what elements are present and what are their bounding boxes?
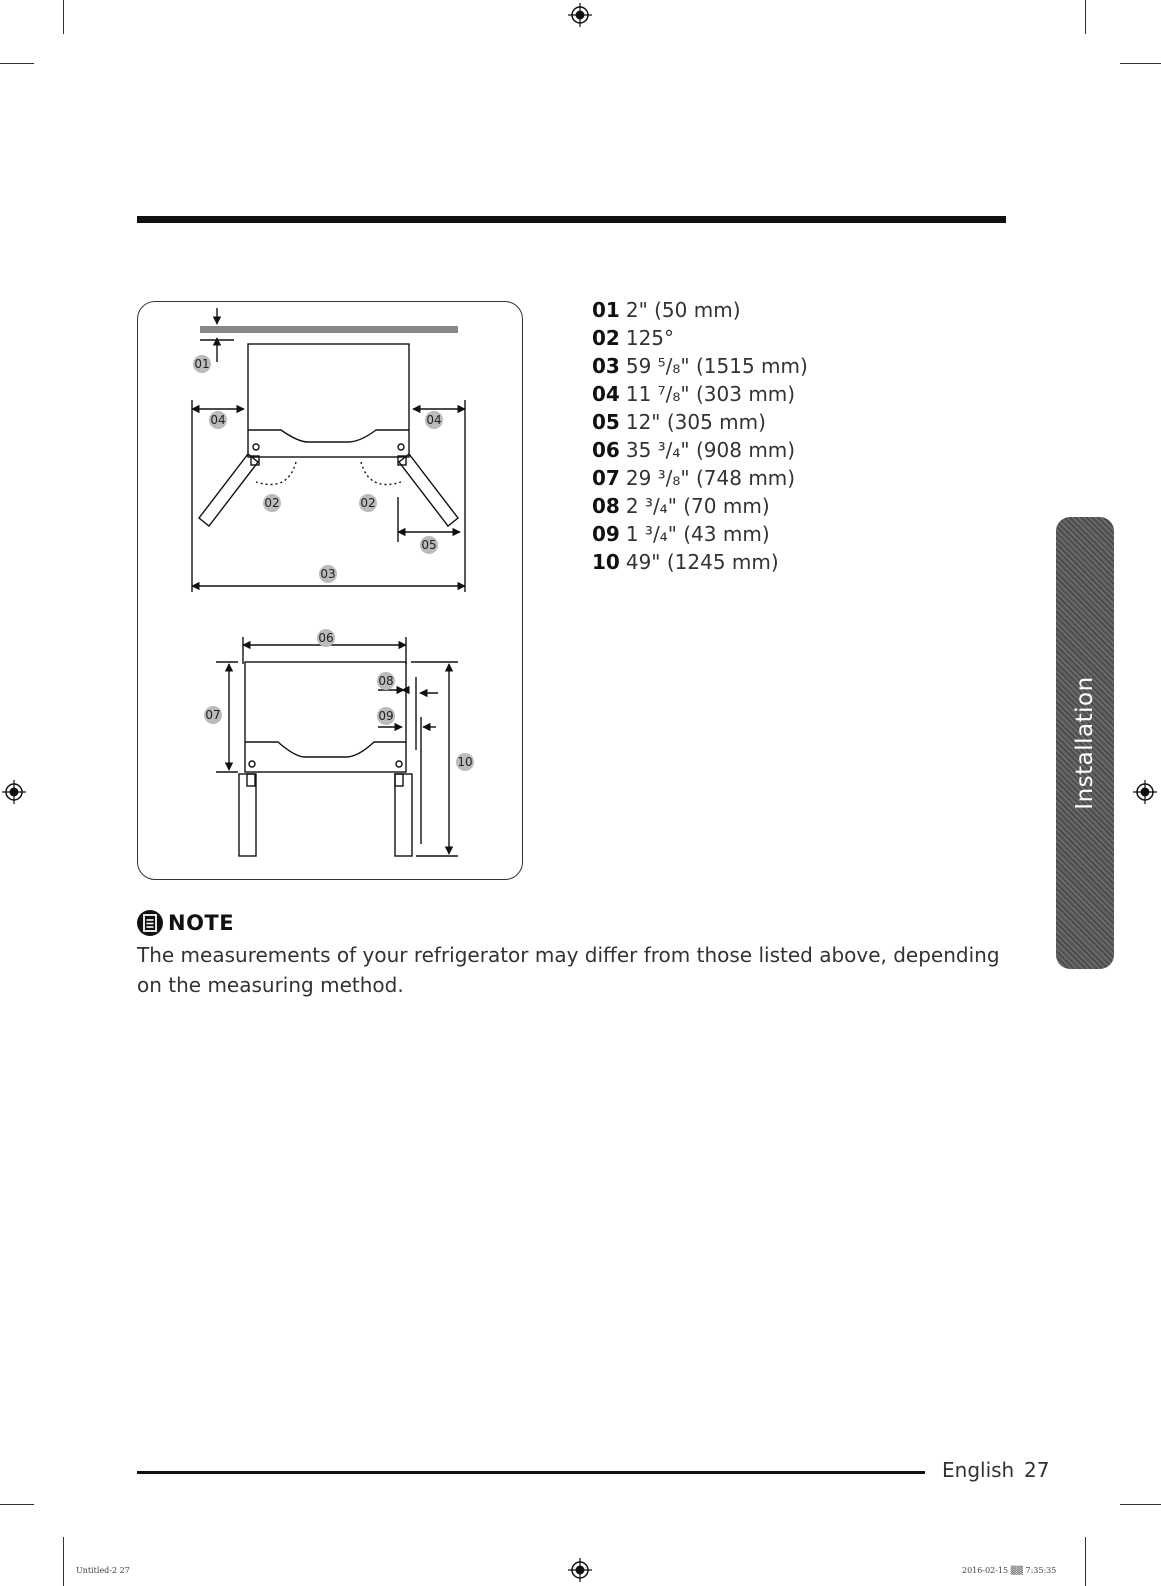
registration-mark-icon — [568, 3, 592, 27]
item-number: 01 — [592, 298, 620, 322]
print-slug-left: Untitled-2 27 — [76, 1566, 130, 1575]
list-item — [592, 548, 808, 576]
list-item — [592, 520, 808, 548]
crop-mark — [1120, 63, 1161, 64]
page-number: 27 — [1024, 1458, 1050, 1482]
section-rule — [137, 216, 1006, 223]
callout-10: 10 — [457, 755, 473, 769]
list-item — [592, 296, 808, 324]
clearance-diagram — [137, 301, 523, 880]
callout-05: 05 — [421, 538, 437, 552]
left-door — [199, 454, 258, 526]
crop-mark — [1085, 0, 1086, 34]
measurement-list — [592, 296, 808, 576]
crop-mark — [0, 1504, 34, 1505]
callout-01: 01 — [194, 357, 210, 371]
item-number: 02 — [592, 326, 620, 350]
callout-09: 09 — [378, 709, 394, 723]
registration-mark-icon — [568, 1558, 592, 1582]
fridge-top-view — [248, 344, 409, 457]
footer-rule — [137, 1471, 925, 1474]
crop-mark — [0, 63, 34, 64]
crop-mark — [1120, 1504, 1161, 1505]
list-item — [592, 492, 808, 520]
refrigerator-diagram-svg — [138, 302, 524, 881]
item-number: 10 — [592, 550, 620, 574]
item-value: 2" (50 mm) — [625, 298, 741, 322]
callout-08: 08 — [378, 674, 394, 688]
note-title: NOTE — [168, 911, 235, 935]
registration-mark-icon — [1133, 780, 1157, 804]
callout-02: 02 — [264, 496, 280, 510]
footer-language: English — [942, 1458, 1015, 1482]
item-number: 05 — [592, 410, 620, 434]
item-value: 49" (1245 mm) — [625, 550, 779, 574]
callout-04: 04 — [426, 413, 442, 427]
item-number: 06 — [592, 438, 620, 462]
note-heading — [137, 908, 234, 938]
list-item — [592, 464, 808, 492]
item-value: 12" (305 mm) — [625, 410, 766, 434]
list-item — [592, 380, 808, 408]
item-value: 29 ³/₈" (748 mm) — [625, 466, 796, 490]
callout-03: 03 — [320, 567, 336, 581]
item-number: 09 — [592, 522, 620, 546]
note-icon — [137, 910, 163, 936]
crop-mark — [1085, 1537, 1086, 1586]
callout-06: 06 — [318, 631, 334, 645]
item-value: 125° — [625, 326, 675, 350]
item-number: 03 — [592, 354, 620, 378]
callout-04: 04 — [210, 413, 226, 427]
crop-mark — [63, 1537, 64, 1586]
right-door — [399, 454, 458, 526]
item-number: 08 — [592, 494, 620, 518]
item-value: 35 ³/₄" (908 mm) — [625, 438, 796, 462]
item-number: 07 — [592, 466, 620, 490]
list-item — [592, 436, 808, 464]
list-item — [592, 324, 808, 352]
item-value: 59 ⁵/₈" (1515 mm) — [625, 354, 808, 378]
callout-02: 02 — [360, 496, 376, 510]
print-slug-right: 2016-02-15 ▒▒ 7:35:35 — [962, 1566, 1057, 1575]
item-value: 2 ³/₄" (70 mm) — [625, 494, 770, 518]
wall-bar — [200, 326, 458, 333]
list-item — [592, 352, 808, 380]
note-text: The measurements of your refrigerator may differ from those listed above, depending on the measuring method. — [137, 943, 1000, 997]
registration-mark-icon — [2, 780, 26, 804]
list-item — [592, 408, 808, 436]
item-value: 1 ³/₄" (43 mm) — [625, 522, 770, 546]
item-value: 11 ⁷/₈" (303 mm) — [625, 382, 796, 406]
section-side-tab — [1056, 517, 1114, 969]
side-tab-label: Installation — [1072, 676, 1098, 810]
item-number: 04 — [592, 382, 620, 406]
callout-07: 07 — [205, 708, 221, 722]
crop-mark — [63, 0, 64, 34]
